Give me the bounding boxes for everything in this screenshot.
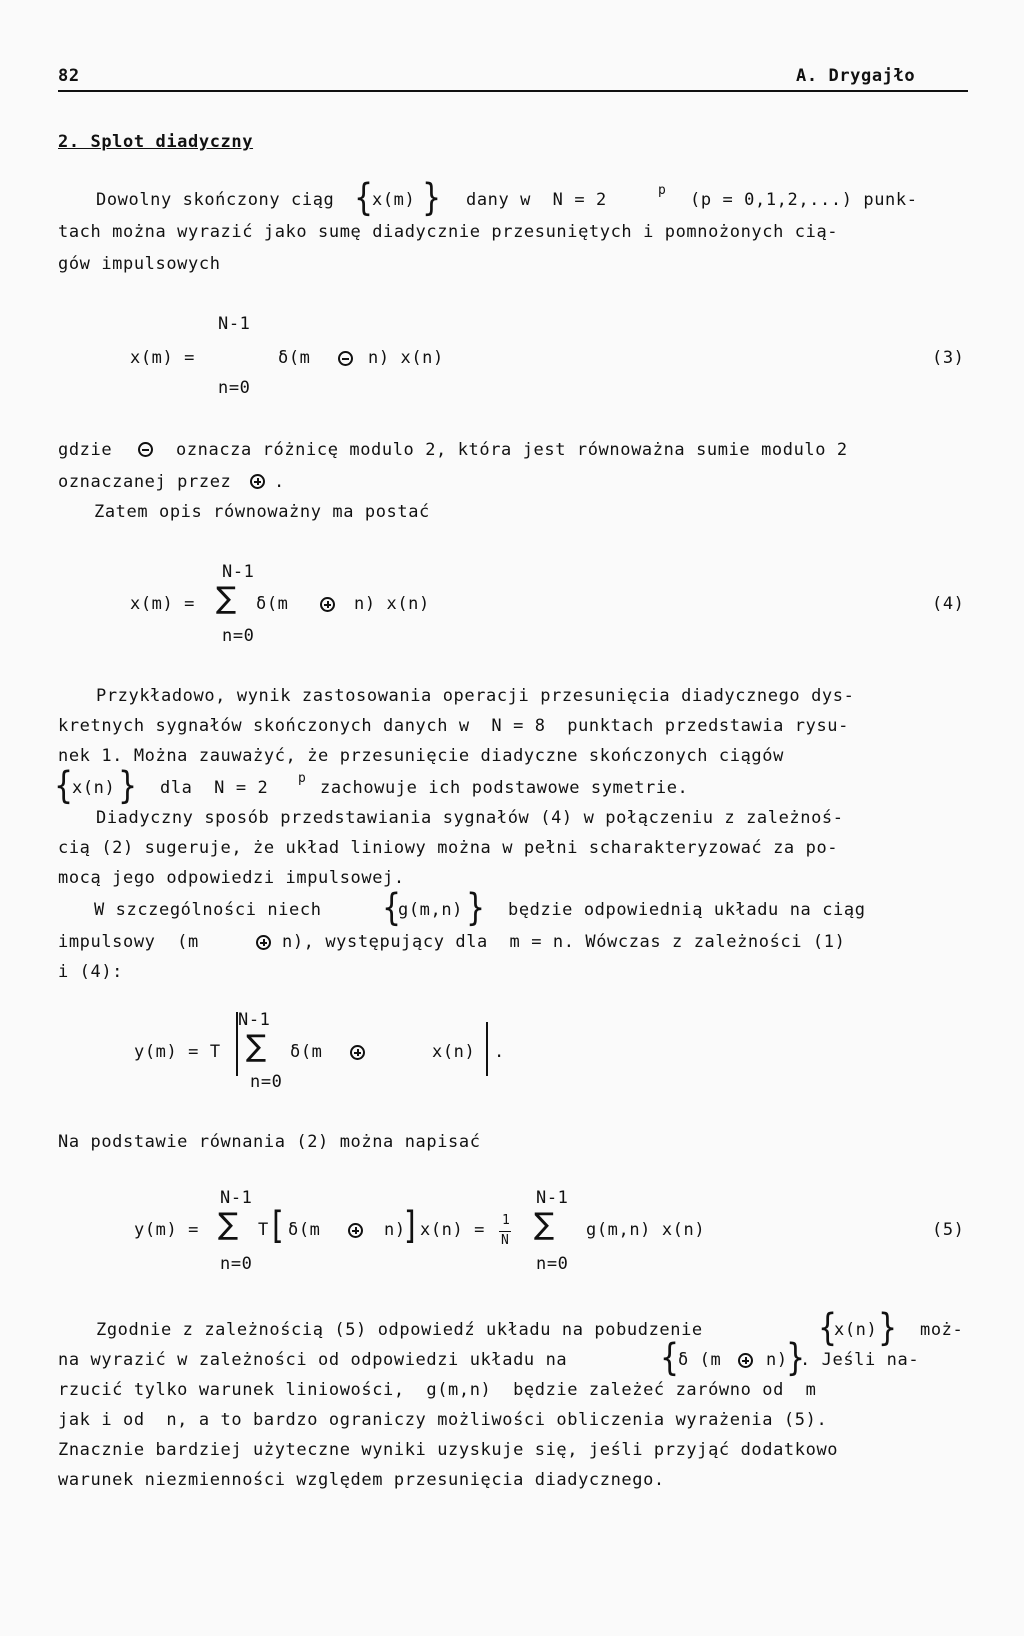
intro-line-1a: Dowolny skończony ciąg bbox=[96, 190, 335, 210]
eq5-rest: g(m,n) x(n) bbox=[586, 1220, 706, 1240]
eq4-lower-limit: n=0 bbox=[222, 626, 255, 646]
eq4-delta: δ(m bbox=[256, 594, 289, 614]
intro-line-1b: dany w N = 2 bbox=[466, 190, 607, 210]
przyklad-line-10: i (4): bbox=[58, 962, 124, 982]
przyklad-line-9a: impulsowy (m bbox=[58, 932, 199, 952]
zgodnie-line-5: Znacznie bardziej użyteczne wyniki uzyskuje się, jeśli przyjąć dodatkowo bbox=[58, 1440, 839, 1460]
circled-plus-icon bbox=[320, 597, 335, 612]
circled-plus-icon bbox=[348, 1223, 363, 1238]
circled-plus-icon bbox=[738, 1353, 753, 1368]
sigma-symbol: ∑ bbox=[246, 1029, 267, 1064]
running-author: A. Drygajło bbox=[796, 66, 916, 86]
zgodnie-line-1a: Zgodnie z zależnością (5) odpowiedź układu na pobudzenie bbox=[96, 1320, 703, 1340]
zgodnie-line-4: jak i od n, a to bardzo ograniczy możliwości obliczenia wyrażenia (5). bbox=[58, 1410, 828, 1430]
zgodnie-line-2a: na wyrazić w zależności od odpowiedzi układu na bbox=[58, 1350, 568, 1370]
eq4-number: (4) bbox=[932, 594, 965, 614]
zgodnie-line-3: rzucić tylko warunek liniowości, g(m,n) będzie zależeć zarówno od m bbox=[58, 1380, 817, 1400]
brace-left: { bbox=[54, 764, 74, 808]
przyklad-line-9b: n), występujący dla m = n. Wówczas z zależności (1) bbox=[282, 932, 846, 952]
sigma-symbol: ∑ bbox=[534, 1207, 555, 1242]
gdzie-line-3: Zatem opis równoważny ma postać bbox=[94, 502, 430, 522]
eq5-n: n) bbox=[384, 1220, 406, 1240]
przyklad-line-4b: zachowuje ich podstawowe symetrie. bbox=[320, 778, 689, 798]
przyklad-line-3: nek 1. Można zauważyć, że przesunięcie diadyczne skończonych ciągów bbox=[58, 746, 784, 766]
przyklad-line-1: Przykładowo, wynik zastosowania operacji przesunięcia diadycznego dys- bbox=[96, 686, 855, 706]
header-rule bbox=[58, 90, 968, 92]
eqy-dot: . bbox=[494, 1042, 505, 1062]
eq5-lower-limit-1: n=0 bbox=[220, 1254, 253, 1274]
eq3-rest: n) x(n) bbox=[368, 348, 444, 368]
set-x-n: x(n) bbox=[834, 1320, 878, 1340]
brace-left: { bbox=[660, 1336, 680, 1380]
eq5-frac-numerator: 1 bbox=[502, 1213, 511, 1228]
gdzie-line-2b: . bbox=[274, 472, 285, 492]
eq3-lhs: x(m) = bbox=[130, 348, 196, 368]
brace-right: } bbox=[878, 1306, 898, 1350]
brace-right: } bbox=[466, 886, 486, 930]
eq3-lower-limit: n=0 bbox=[218, 378, 251, 398]
eqy-upper-limit: N-1 bbox=[238, 1010, 271, 1030]
gdzie-line-1b: oznacza różnicę modulo 2, która jest równoważna sumie modulo 2 bbox=[176, 440, 848, 460]
set-x-n: x(n) bbox=[72, 778, 116, 798]
circled-plus-icon bbox=[256, 935, 271, 950]
eqy-rest: x(n) bbox=[432, 1042, 476, 1062]
eqy-delta: δ(m bbox=[290, 1042, 323, 1062]
sigma-symbol: ∑ bbox=[218, 1207, 239, 1242]
zgodnie-line-1b: moż- bbox=[920, 1320, 964, 1340]
zgodnie-line-2b: . Jeśli na- bbox=[800, 1350, 920, 1370]
eq4-lhs: x(m) = bbox=[130, 594, 196, 614]
sigma-symbol: ∑ bbox=[216, 581, 237, 616]
intro-line-3: gów impulsowych bbox=[58, 254, 221, 274]
brace-right: } bbox=[786, 1336, 806, 1380]
eq5-number: (5) bbox=[932, 1220, 965, 1240]
eq5-T: T bbox=[258, 1220, 269, 1240]
na-line-1: Na podstawie równania (2) można napisać bbox=[58, 1132, 481, 1152]
eqy-lower-limit: n=0 bbox=[250, 1072, 283, 1092]
circled-minus-icon bbox=[338, 351, 353, 366]
eq4-upper-limit: N-1 bbox=[222, 562, 255, 582]
przyklad-line-8b: będzie odpowiednią układu na ciąg bbox=[508, 900, 866, 920]
gdzie-line-1a: gdzie bbox=[58, 440, 113, 460]
brace-left: { bbox=[354, 176, 374, 220]
gdzie-line-2a: oznaczanej przez bbox=[58, 472, 232, 492]
exponent-p: p bbox=[298, 771, 307, 786]
eq5-upper-limit-2: N-1 bbox=[536, 1188, 569, 1208]
set-x-m: x(m) bbox=[372, 190, 416, 210]
brace-right: } bbox=[422, 176, 442, 220]
brace-left: { bbox=[818, 1306, 838, 1350]
set-g-m-n: g(m,n) bbox=[398, 900, 464, 920]
section-title: 2. Splot diadyczny bbox=[58, 132, 254, 152]
przyklad-line-5: Diadyczny sposób przedstawiania sygnałów (4) w połączeniu z zależnoś- bbox=[96, 808, 844, 828]
eq3-upper-limit: N-1 bbox=[218, 314, 251, 334]
eq5-lhs: y(m) = bbox=[134, 1220, 200, 1240]
bracket-left: [ bbox=[272, 1204, 284, 1248]
eq5-frac-denominator: N bbox=[501, 1233, 510, 1248]
przyklad-line-7: mocą jego odpowiedzi impulsowej. bbox=[58, 868, 405, 888]
bracket-left bbox=[236, 1012, 238, 1076]
bracket-right: ] bbox=[404, 1204, 416, 1248]
przyklad-line-4a: dla N = 2 bbox=[160, 778, 269, 798]
zgodnie-set-a: δ (m bbox=[678, 1350, 722, 1370]
zgodnie-set-b: n) bbox=[766, 1350, 788, 1370]
eq4-rest: n) x(n) bbox=[354, 594, 430, 614]
exponent-p: p bbox=[658, 183, 667, 198]
eq3-delta: δ(m bbox=[278, 348, 311, 368]
page-number: 82 bbox=[58, 66, 80, 86]
circled-plus-icon bbox=[250, 474, 265, 489]
brace-right: } bbox=[118, 764, 138, 808]
eq5-xn: x(n) = bbox=[420, 1220, 486, 1240]
przyklad-line-2: kretnych sygnałów skończonych danych w N = 8 punktach przedstawia rysu- bbox=[58, 716, 849, 736]
fraction-bar bbox=[499, 1231, 511, 1232]
circled-plus-icon bbox=[350, 1045, 365, 1060]
circled-minus-icon bbox=[138, 442, 153, 457]
zgodnie-line-6: warunek niezmienności względem przesunięcia diadycznego. bbox=[58, 1470, 665, 1490]
eq5-lower-limit-2: n=0 bbox=[536, 1254, 569, 1274]
przyklad-line-8a: W szczególności niech bbox=[94, 900, 322, 920]
eqy-lhs: y(m) = T bbox=[134, 1042, 221, 1062]
eq5-upper-limit-1: N-1 bbox=[220, 1188, 253, 1208]
eq5-delta: δ(m bbox=[288, 1220, 321, 1240]
przyklad-line-6: cią (2) sugeruje, że układ liniowy można w pełni scharakteryzować za po- bbox=[58, 838, 839, 858]
intro-line-2: tach można wyrazić jako sumę diadycznie przesuniętych i pomnożonych cią- bbox=[58, 222, 839, 242]
brace-left: { bbox=[382, 886, 402, 930]
eq3-number: (3) bbox=[932, 348, 965, 368]
intro-line-1c: (p = 0,1,2,...) punk- bbox=[690, 190, 918, 210]
bracket-right bbox=[486, 1022, 488, 1076]
